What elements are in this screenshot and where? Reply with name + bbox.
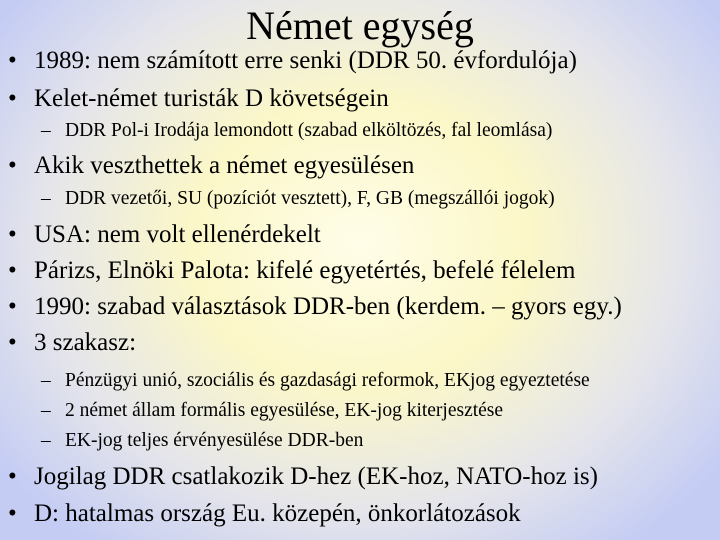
bullet-text: D: hatalmas ország Eu. közepén, önkorlátozások: [34, 500, 521, 527]
bullet-item: [8, 328, 136, 358]
sub-bullet-item: [41, 187, 555, 211]
sub-bullet-text: DDR vezetői, SU (pozíciót vesztett), F, GB (megszállói jogok): [65, 188, 555, 209]
sub-bullet-item: [41, 429, 363, 453]
bullet-text: Kelet-német turisták D követségein: [34, 85, 389, 112]
sub-bullet-item: [41, 369, 590, 393]
bullet-marker: •: [8, 463, 17, 490]
sub-bullet-marker: –: [41, 188, 51, 209]
bullet-text: Jogilag DDR csatlakozik D-hez (EK-hoz, NATO-hoz is): [34, 463, 598, 490]
sub-bullet-marker: –: [41, 400, 51, 421]
sub-bullet-text: DDR Pol-i Irodája lemondott (szabad elköltözés, fal leomlása): [65, 120, 553, 141]
bullet-item: [8, 292, 622, 322]
bullet-item: [8, 256, 575, 286]
bullet-marker: •: [8, 329, 17, 356]
bullet-item: [8, 462, 598, 492]
bullet-marker: •: [8, 221, 17, 248]
bullet-text: 3 szakasz:: [34, 329, 137, 356]
sub-bullet-text: EK-jog teljes érvényesülése DDR-ben: [65, 430, 364, 451]
bullet-marker: •: [8, 85, 17, 112]
bullet-item: [8, 499, 521, 529]
sub-bullet-text: Pénzügyi unió, szociális és gazdasági reformok, EKjog egyeztetése: [65, 370, 590, 391]
sub-bullet-marker: –: [41, 430, 51, 451]
bullet-marker: •: [8, 257, 17, 284]
slide-title: Német egység: [246, 3, 474, 48]
bullet-text: USA: nem volt ellenérdekelt: [34, 221, 321, 248]
sub-bullet-item: [41, 399, 503, 423]
bullet-item: [8, 84, 389, 114]
bullet-marker: •: [8, 47, 17, 74]
bullet-item: [8, 151, 414, 181]
bullet-item: [8, 220, 321, 250]
bullet-text: Párizs, Elnöki Palota: kifelé egyetértés, befelé félelem: [34, 257, 576, 284]
sub-bullet-marker: –: [41, 120, 51, 141]
bullet-marker: •: [8, 152, 17, 179]
sub-bullet-marker: –: [41, 370, 51, 391]
sub-bullet-text: 2 német állam formális egyesülése, EK-jog kiterjesztése: [65, 400, 504, 421]
bullet-marker: •: [8, 293, 17, 320]
bullet-item: [8, 46, 577, 76]
bullet-text: 1990: szabad választások DDR-ben (kerdem. – gyors egy.): [34, 293, 622, 320]
bullet-marker: •: [8, 500, 17, 527]
bullet-text: 1989: nem számított erre senki (DDR 50. évfordulója): [34, 47, 577, 74]
bullet-text: Akik veszthettek a német egyesülésen: [34, 152, 415, 179]
sub-bullet-item: [41, 119, 552, 143]
